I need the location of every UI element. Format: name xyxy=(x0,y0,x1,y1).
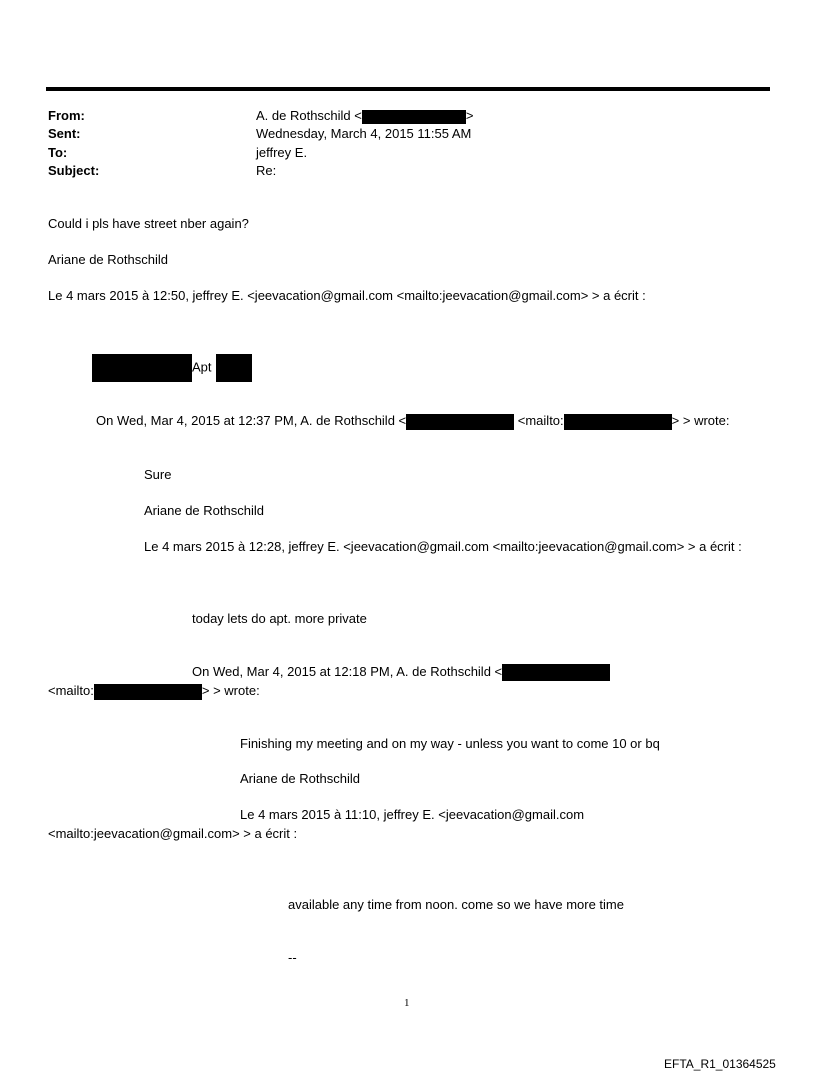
wrote-line-continued xyxy=(48,683,260,700)
header-rule xyxy=(46,87,770,91)
sent-label: Sent: xyxy=(48,126,81,141)
from-value xyxy=(256,108,473,124)
from-close: > xyxy=(465,108,474,123)
subject-value: Re: xyxy=(256,163,277,178)
redaction-block xyxy=(216,354,252,382)
signature: Ariane de Rothschild xyxy=(144,503,264,518)
signature: Ariane de Rothschild xyxy=(240,771,360,786)
address-line xyxy=(92,353,252,381)
document-id: EFTA_R1_01364525 xyxy=(664,1057,776,1071)
from-name: A. de Rothschild < xyxy=(256,108,362,123)
from-label: From: xyxy=(48,108,85,123)
to-label: To: xyxy=(48,145,68,160)
reply-sure: Sure xyxy=(144,467,172,482)
signature-separator: -- xyxy=(288,950,297,965)
redaction-block xyxy=(94,684,202,700)
signature: Ariane de Rothschild xyxy=(48,252,168,267)
redaction-block xyxy=(92,354,192,382)
message-today: today lets do apt. more private xyxy=(192,611,367,626)
to-value: jeffrey E. xyxy=(256,145,308,160)
message-available: available any time from noon. come so we have more time xyxy=(288,897,624,912)
message-finishing: Finishing my meeting and on my way - unless you want to come 10 or bq xyxy=(240,736,660,751)
quote-header-continued: <mailto:jeevacation@gmail.com> > a écrit : xyxy=(48,826,298,841)
redaction-block xyxy=(564,414,672,430)
apt-text: Apt xyxy=(192,359,212,375)
wrote-line-mailto: <mailto: xyxy=(48,683,94,698)
sent-value: Wednesday, March 4, 2015 11:55 AM xyxy=(256,126,472,141)
body-line-street: Could i pls have street nber again? xyxy=(48,216,249,231)
quote-header: Le 4 mars 2015 à 12:50, jeffrey E. <jeevacation@gmail.com <mailto:jeevacation@gmail.com> > a écrit : xyxy=(48,288,646,303)
subject-label: Subject: xyxy=(48,163,100,178)
redaction-block xyxy=(502,664,610,681)
page-number: 1 xyxy=(404,997,410,1009)
quote-header: Le 4 mars 2015 à 12:28, jeffrey E. <jeevacation@gmail.com <mailto:jeevacation@gmail.com> > a écrit : xyxy=(144,539,742,554)
wrote-line-mailto: <mailto: xyxy=(517,413,564,428)
wrote-line xyxy=(192,664,610,681)
wrote-line-text: On Wed, Mar 4, 2015 at 12:18 PM, A. de Rothschild < xyxy=(192,664,503,679)
redaction-block xyxy=(362,110,466,124)
wrote-line-end: > > wrote: xyxy=(201,683,260,698)
wrote-line-end: > > wrote: xyxy=(671,413,730,428)
redaction-block xyxy=(406,414,514,430)
wrote-line xyxy=(96,413,729,430)
quote-header: Le 4 mars 2015 à 11:10, jeffrey E. <jeevacation@gmail.com xyxy=(240,807,585,822)
wrote-line-text: On Wed, Mar 4, 2015 at 12:37 PM, A. de Rothschild < xyxy=(96,413,407,428)
